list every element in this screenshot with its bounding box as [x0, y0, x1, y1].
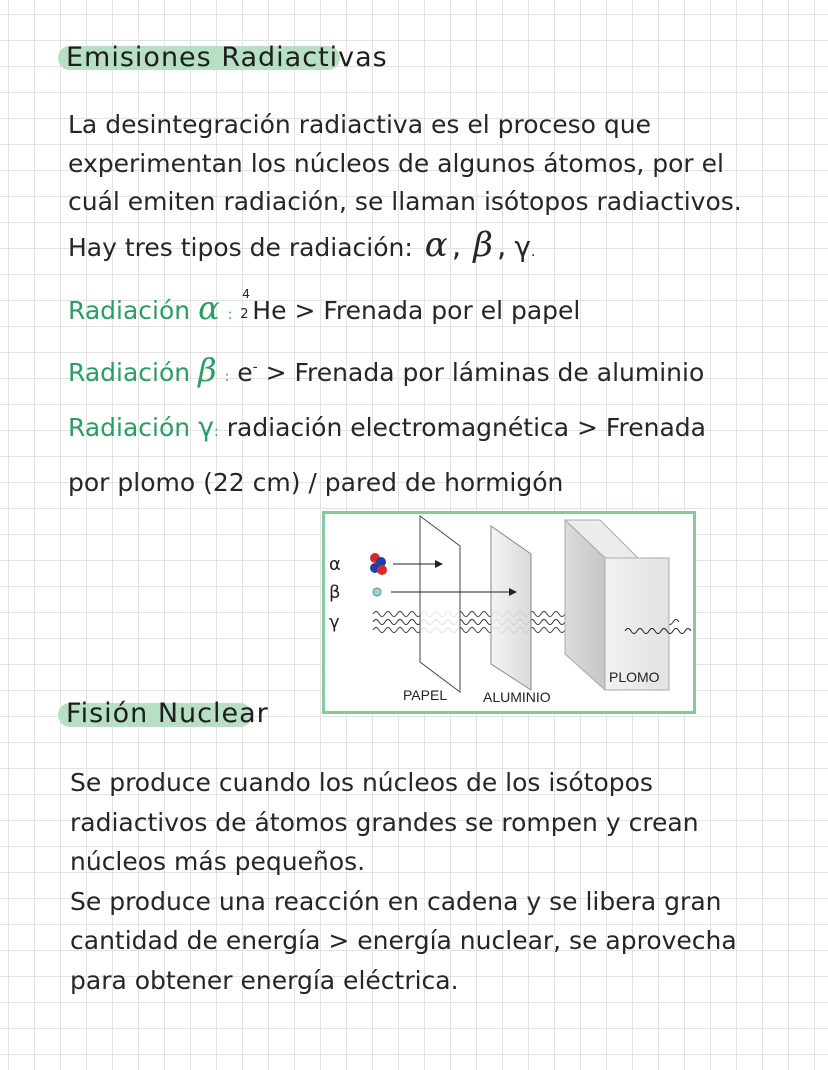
- gamma-line: [68, 414, 706, 441]
- electron-symbol: e: [237, 358, 253, 387]
- label-plomo: PLOMO: [609, 669, 660, 685]
- gamma-colon: :: [214, 424, 219, 440]
- fision-paragraph: [70, 763, 737, 1000]
- radiation-penetration-diagram: [322, 511, 696, 714]
- gamma-line-2: por plomo (22 cm) / pared de hormigón: [68, 468, 564, 497]
- paper-sheet: [420, 516, 460, 692]
- types-intro: Hay tres tipos de radiación:: [68, 233, 413, 262]
- beta-symbol: β: [198, 351, 217, 389]
- label-papel: PAPEL: [403, 687, 448, 703]
- types-line: [68, 225, 536, 265]
- electron-charge: -: [252, 359, 258, 376]
- fision-line-6: para obtener energía eléctrica.: [70, 965, 459, 995]
- section-title-emisiones: Emisiones Radiactivas: [66, 42, 388, 73]
- alpha-colon: :: [227, 307, 233, 323]
- alpha-label: Radiación: [68, 296, 191, 325]
- intro-line-3: cuál emiten radiación, se llaman isótopos radiactivos.: [68, 187, 742, 216]
- fision-line-4: Se produce una reacción en cadena y se libera gran: [70, 886, 722, 916]
- gamma-symbol: γ: [198, 412, 215, 443]
- label-aluminio: ALUMINIO: [483, 689, 551, 705]
- fision-line-1: Se produce cuando los núcleos de los isótopos: [70, 768, 653, 797]
- gamma-wave-upper: [373, 612, 595, 617]
- aluminium-sheet: [491, 526, 531, 690]
- gamma-wave-lower: [373, 628, 565, 633]
- helium-symbol: He: [252, 296, 287, 325]
- gamma-label: Radiación: [68, 413, 191, 442]
- beta-particle: [373, 588, 381, 596]
- diagram-label-beta: β: [329, 582, 341, 603]
- gamma-text: radiación electromagnética > Frenada: [226, 413, 706, 442]
- fision-line-3: núcleos más pequeños.: [70, 847, 366, 876]
- diagram-label-alpha: α: [329, 554, 341, 575]
- beta-line: [68, 351, 705, 389]
- intro-line-2: experimentan los núcleos de algunos átomos, por el: [68, 148, 724, 178]
- diagram-svg: [325, 514, 693, 711]
- section-title-fision: Fisión Nuclear: [66, 698, 269, 729]
- atomic-number: 2: [240, 307, 249, 322]
- beta-text: > Frenada por láminas de aluminio: [265, 358, 705, 387]
- types-sep-2: ,: [496, 229, 507, 264]
- types-alpha: α: [424, 225, 448, 265]
- types-beta: β: [473, 225, 493, 265]
- intro-paragraph: [68, 106, 742, 222]
- types-gamma: γ: [514, 230, 531, 263]
- fision-line-5: cantidad de energía > energía nuclear, se aprovecha: [70, 926, 737, 955]
- beta-label: Radiación: [68, 358, 191, 387]
- alpha-line: [68, 287, 581, 327]
- alpha-particle-red-2: [377, 565, 387, 575]
- helium-isotope-numbers: [240, 287, 252, 322]
- intro-line-1: La desintegración radiactiva es el proceso que: [68, 110, 651, 139]
- types-end: .: [530, 244, 536, 260]
- fision-line-2: radiactivos de átomos grandes se rompen y crean: [70, 807, 699, 837]
- alpha-symbol: α: [198, 289, 220, 327]
- types-sep-1: ,: [451, 229, 462, 264]
- beta-colon: :: [224, 369, 230, 385]
- alpha-text: > Frenada por el papel: [294, 296, 581, 325]
- mass-number: 4: [242, 287, 250, 301]
- diagram-label-gamma: γ: [329, 612, 340, 633]
